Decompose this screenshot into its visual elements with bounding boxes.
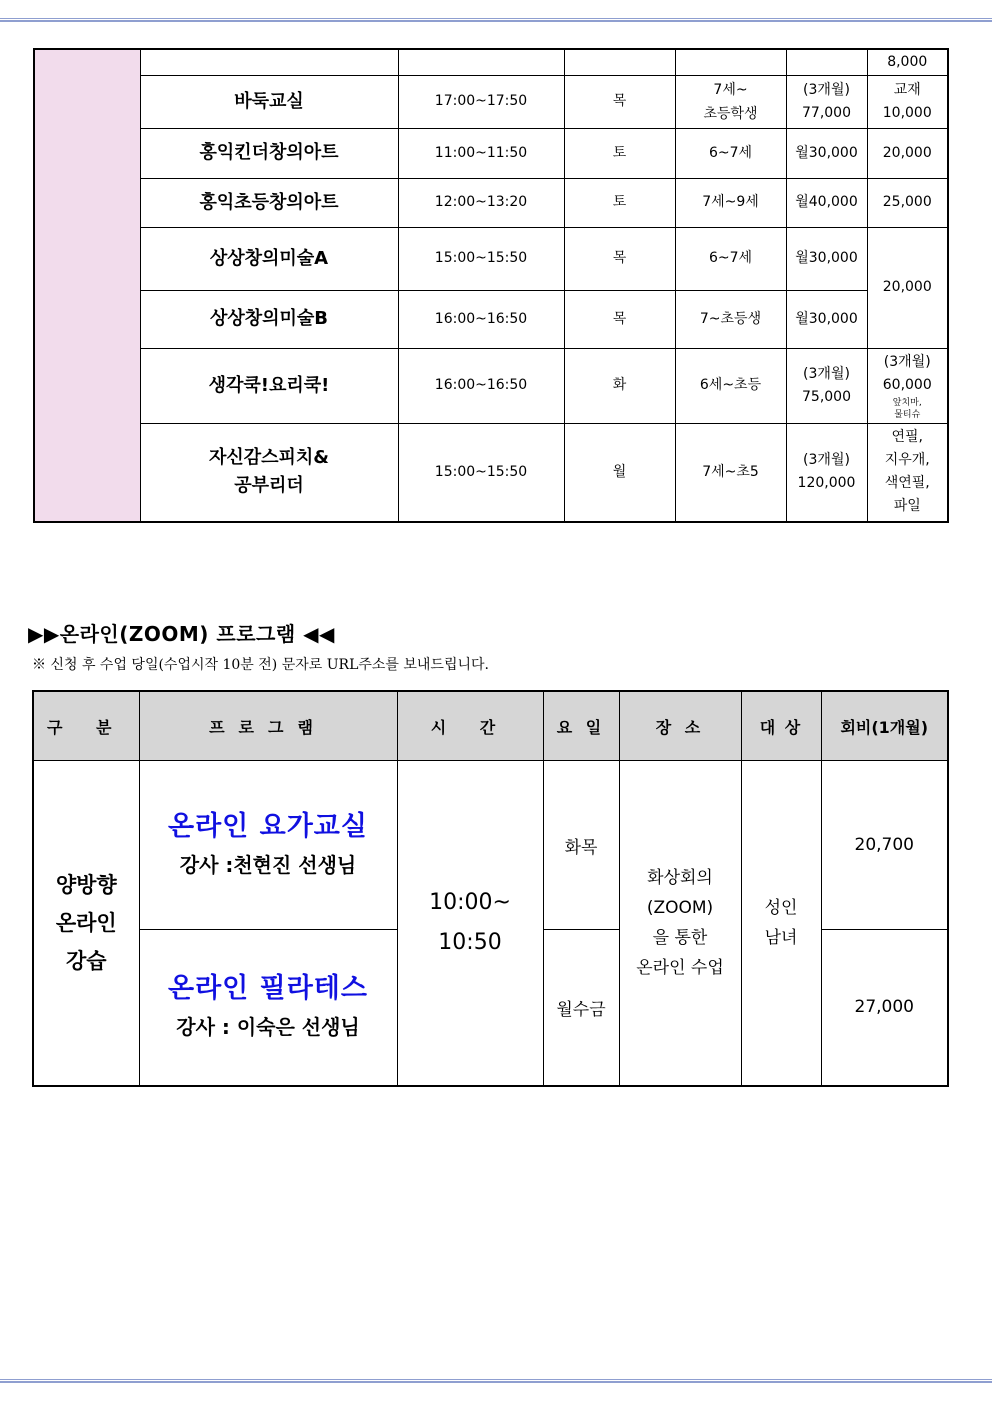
time-cell [397, 761, 543, 1086]
fee-line: 77,000 [802, 104, 851, 121]
target-cell [675, 49, 786, 75]
material-line: 색연필, [884, 475, 930, 492]
program-cell: 바둑교실 [140, 75, 398, 128]
fee-line: (3개월) [803, 452, 850, 469]
material-cell [867, 75, 948, 128]
category-cell [34, 49, 140, 522]
material-line: 지우개, [884, 452, 930, 469]
day-cell: 월수금 [543, 930, 619, 1086]
time-cell: 16:00~16:50 [398, 348, 564, 423]
table-row [34, 423, 948, 522]
program-name: 온라인 필라테스 [168, 973, 368, 1005]
fee-line: (3개월) [803, 365, 850, 382]
program-cell: 상상창의미술B [140, 290, 398, 348]
fee-cell [786, 75, 867, 128]
target-line: 초등학생 [703, 105, 758, 122]
header-place: 장 소 [619, 691, 741, 761]
material-cell: 25,000 [867, 178, 948, 227]
offline-program-table [33, 48, 949, 523]
material-line: 파일 [893, 498, 921, 515]
target-cell: 6~7세 [675, 227, 786, 290]
fee-line: 120,000 [797, 475, 856, 492]
category-line: 강습 [65, 948, 107, 973]
day-cell: 화목 [543, 761, 619, 930]
category-cell [33, 761, 139, 1086]
material-cell: 20,000 [867, 227, 948, 348]
online-section-note: ※ 신청 후 수업 당일(수업시작 10분 전) 문자로 URL주소를 보내드립니다. [32, 657, 489, 673]
day-cell: 목 [564, 227, 675, 290]
material-line: 연필, [891, 429, 923, 446]
header-category: 구 분 [33, 691, 139, 761]
table-row [34, 227, 948, 290]
time-cell: 16:00~16:50 [398, 290, 564, 348]
program-cell [139, 930, 397, 1086]
day-cell: 월 [564, 423, 675, 522]
table-row [34, 49, 948, 75]
material-line: 교재 [893, 81, 921, 98]
program-cell [140, 423, 398, 522]
fee-line: (3개월) [803, 81, 850, 98]
time-cell [398, 49, 564, 75]
time-cell: 11:00~11:50 [398, 128, 564, 178]
target-cell [741, 761, 821, 1086]
program-cell: 상상창의미술A [140, 227, 398, 290]
material-line: 60,000 [882, 376, 932, 393]
program-line: 공부리더 [234, 475, 304, 497]
time-cell: 12:00~13:20 [398, 178, 564, 227]
program-teacher: 강사 :천현진 선생님 [179, 853, 357, 877]
program-name: 온라인 요가교실 [168, 811, 368, 842]
material-cell [867, 348, 948, 423]
table-header-row [33, 691, 948, 761]
fee-cell: 월30,000 [786, 227, 867, 290]
target-cell [675, 75, 786, 128]
page-border-top [0, 18, 992, 22]
program-cell: 홍익초등창의아트 [140, 178, 398, 227]
material-line: (3개월) [883, 353, 931, 370]
target-cell: 6세~초등 [675, 348, 786, 423]
table-row [34, 128, 948, 178]
table-row [34, 75, 948, 128]
program-cell [140, 49, 398, 75]
program-teacher: 강사 : 이숙은 선생님 [176, 1015, 360, 1040]
material-cell: 8,000 [867, 49, 948, 75]
fee-cell [786, 423, 867, 522]
online-program-table [32, 690, 949, 1087]
place-line: 온라인 수업 [636, 957, 724, 978]
table-row [34, 348, 948, 423]
program-cell [139, 761, 397, 930]
day-cell [564, 49, 675, 75]
target-cell: 7세~초5 [675, 423, 786, 522]
time-line: 10:00~ [429, 889, 511, 915]
material-line: 10,000 [882, 104, 932, 121]
header-target: 대 상 [741, 691, 821, 761]
place-line: 을 통한 [652, 927, 708, 948]
day-cell: 화 [564, 348, 675, 423]
day-cell: 목 [564, 290, 675, 348]
target-cell: 7~초등생 [675, 290, 786, 348]
day-cell: 토 [564, 128, 675, 178]
category-line: 양방향 [55, 872, 117, 897]
online-section-title: ▶▶온라인(ZOOM) 프로그램 ◀◀ [28, 622, 335, 646]
target-cell: 7세~9세 [675, 178, 786, 227]
time-cell: 15:00~15:50 [398, 227, 564, 290]
time-line: 10:50 [438, 929, 502, 955]
time-cell: 17:00~17:50 [398, 75, 564, 128]
fee-cell [786, 49, 867, 75]
target-cell: 6~7세 [675, 128, 786, 178]
material-cell [867, 423, 948, 522]
place-line: 화상회의 [647, 867, 713, 888]
material-note: 앞치마, [892, 397, 922, 408]
place-line: (ZOOM) [646, 897, 714, 918]
page-border-bottom [0, 1379, 992, 1383]
header-fee: 회비(1개월) [821, 691, 948, 761]
fee-cell: 월30,000 [786, 290, 867, 348]
header-day: 요 일 [543, 691, 619, 761]
table-row [33, 761, 948, 930]
header-program: 프로그램 [139, 691, 397, 761]
category-line: 온라인 [55, 910, 117, 935]
time-cell: 15:00~15:50 [398, 423, 564, 522]
fee-cell: 월30,000 [786, 128, 867, 178]
fee-cell: 월40,000 [786, 178, 867, 227]
day-cell: 토 [564, 178, 675, 227]
table-row [34, 290, 948, 348]
material-note: 물티슈 [894, 409, 921, 420]
place-cell [619, 761, 741, 1086]
target-line: 성인 [764, 897, 798, 918]
table-row [34, 178, 948, 227]
fee-cell [786, 348, 867, 423]
fee-cell: 20,700 [821, 761, 948, 930]
day-cell: 목 [564, 75, 675, 128]
program-cell: 홍익킨더창의아트 [140, 128, 398, 178]
program-line: 자신감스피치& [208, 447, 330, 469]
fee-cell: 27,000 [821, 930, 948, 1086]
material-cell: 20,000 [867, 128, 948, 178]
header-time: 시 간 [397, 691, 543, 761]
program-cell: 생각쿡!요리쿡! [140, 348, 398, 423]
target-line: 7세~ [713, 81, 748, 98]
target-line: 남녀 [764, 927, 798, 948]
fee-line: 75,000 [802, 388, 851, 405]
